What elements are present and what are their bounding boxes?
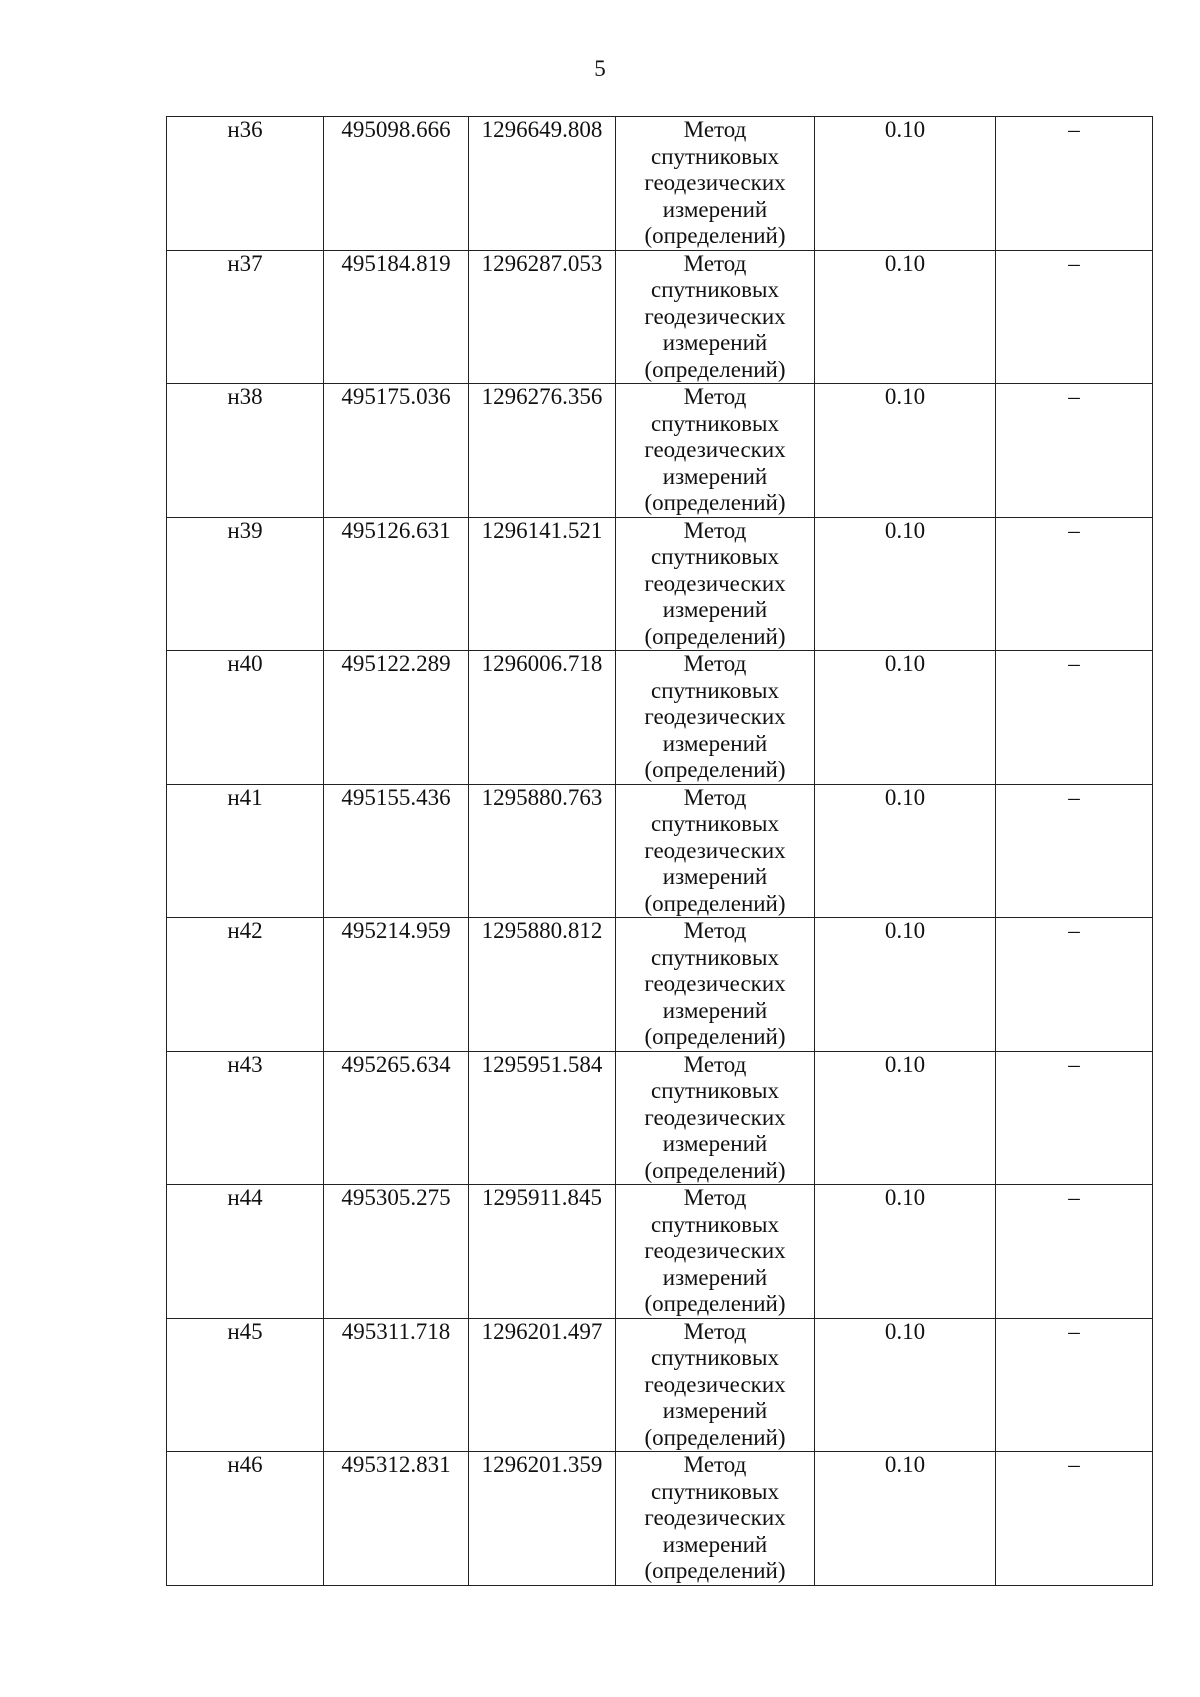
method-text-line: спутниковых [650,944,779,970]
method-text-line: геодезических [644,971,786,996]
x-coordinate-cell: 495312.831 [324,1452,469,1586]
point-name-cell: н44 [167,1185,324,1319]
point-name-cell: н46 [167,1452,324,1586]
method-text-line: Метод [683,651,747,676]
y-coordinate-cell: 1295880.812 [469,918,616,1052]
note-cell: – [996,117,1153,251]
note-cell: – [996,517,1153,651]
point-name-cell: н36 [167,117,324,251]
table-row [167,250,1153,384]
method-text-line: Метод [683,384,747,409]
x-coordinate-cell: 495214.959 [324,918,469,1052]
page-number: 5 [594,56,606,81]
point-name-cell: н37 [167,250,324,384]
method-text-line: геодезических [644,570,786,596]
point-name-cell: н41 [167,784,324,918]
x-coordinate-cell: 495265.634 [324,1051,469,1185]
method-cell [616,1051,815,1185]
table-row [167,1051,1153,1185]
method-text-line: (определений) [644,757,786,782]
method-cell [616,250,815,384]
table-row [167,918,1153,1052]
table-row [167,784,1153,918]
accuracy-cell: 0.10 [815,1051,996,1185]
table-row [167,117,1153,251]
method-text-line: измерений [662,730,768,756]
method-text-line: спутниковых [650,1211,779,1237]
method-text-line: измерений [662,997,768,1023]
note-cell: – [996,784,1153,918]
method-text-line: геодезических [644,1104,786,1130]
method-text-line: (определений) [644,623,786,649]
table-row [167,651,1153,785]
accuracy-cell: 0.10 [815,918,996,1052]
x-coordinate-cell: 495305.275 [324,1185,469,1319]
method-text-line: (определений) [644,223,786,248]
table-row [167,384,1153,518]
method-cell [616,784,815,918]
method-text-line: (определений) [644,1424,786,1450]
note-cell: – [996,250,1153,384]
method-text-line: Метод [683,918,747,943]
method-cell [616,1452,815,1586]
point-name-cell: н38 [167,384,324,518]
point-name-cell: н40 [167,651,324,785]
note-cell: – [996,1185,1153,1319]
y-coordinate-cell: 1295880.763 [469,784,616,918]
point-name-cell: н39 [167,517,324,651]
method-text-line: (определений) [644,356,786,382]
accuracy-cell: 0.10 [815,1318,996,1452]
method-cell [616,384,815,518]
accuracy-cell: 0.10 [815,250,996,384]
note-cell: – [996,651,1153,785]
method-text-line: измерений [662,463,768,489]
method-text-line: геодезических [644,170,786,195]
y-coordinate-cell: 1296201.359 [469,1452,616,1586]
y-coordinate-cell: 1295951.584 [469,1051,616,1185]
x-coordinate-cell: 495175.036 [324,384,469,518]
y-coordinate-cell: 1296649.808 [469,117,616,251]
method-text-line: спутниковых [650,677,779,703]
method-text-line: измерений [662,1131,768,1156]
method-text-line: (определений) [644,1291,786,1316]
method-cell [616,651,815,785]
accuracy-cell: 0.10 [815,784,996,918]
accuracy-cell: 0.10 [815,517,996,651]
method-text-line: Метод [683,1452,747,1477]
x-coordinate-cell: 495311.718 [324,1318,469,1452]
method-text-line: (определений) [644,1024,786,1049]
table-row [167,517,1153,651]
method-text-line: геодезических [644,1505,786,1530]
y-coordinate-cell: 1296006.718 [469,651,616,785]
method-text-line: спутниковых [650,544,779,569]
table-row [167,1318,1153,1452]
y-coordinate-cell: 1295911.845 [469,1185,616,1319]
method-text-line: спутниковых [650,811,779,836]
x-coordinate-cell: 495122.289 [324,651,469,785]
table-row [167,1452,1153,1586]
y-coordinate-cell: 1296141.521 [469,517,616,651]
y-coordinate-cell: 1296201.497 [469,1318,616,1452]
y-coordinate-cell: 1296287.053 [469,250,616,384]
method-text-line: измерений [662,1398,768,1423]
note-cell: – [996,1051,1153,1185]
method-cell [616,918,815,1052]
method-text-line: геодезических [644,303,786,329]
method-cell [616,1185,815,1319]
method-cell [616,117,815,251]
method-text-line: геодезических [644,837,786,863]
method-text-line: спутниковых [650,410,779,436]
accuracy-cell: 0.10 [815,384,996,518]
method-text-line: геодезических [644,1238,786,1263]
method-text-line: Метод [683,517,747,543]
method-cell [616,1318,815,1452]
x-coordinate-cell: 495098.666 [324,117,469,251]
method-text-line: измерений [662,1531,768,1557]
method-text-line: измерений [662,196,768,222]
method-text-line: спутниковых [650,1078,779,1103]
point-name-cell: н43 [167,1051,324,1185]
method-text-line: (определений) [644,1157,786,1183]
method-text-line: измерений [662,1264,768,1290]
method-text-line: спутниковых [650,143,779,169]
note-cell: – [996,1318,1153,1452]
coordinates-table [166,116,1153,1586]
point-name-cell: н42 [167,918,324,1052]
method-text-line: геодезических [644,437,786,462]
method-text-line: Метод [683,1051,747,1077]
accuracy-cell: 0.10 [815,117,996,251]
x-coordinate-cell: 495155.436 [324,784,469,918]
accuracy-cell: 0.10 [815,1452,996,1586]
accuracy-cell: 0.10 [815,651,996,785]
method-text-line: Метод [683,1318,747,1344]
x-coordinate-cell: 495184.819 [324,250,469,384]
note-cell: – [996,1452,1153,1586]
coordinates-table-body [167,117,1153,1586]
method-text-line: геодезических [644,1371,786,1397]
point-name-cell: н45 [167,1318,324,1452]
x-coordinate-cell: 495126.631 [324,517,469,651]
method-text-line: измерений [662,330,768,355]
y-coordinate-cell: 1296276.356 [469,384,616,518]
method-cell [616,517,815,651]
method-text-line: (определений) [644,1558,786,1583]
method-text-line: спутниковых [650,1345,779,1370]
method-text-line: (определений) [644,490,786,515]
method-text-line: спутниковых [650,277,779,302]
method-text-line: спутниковых [650,1478,779,1504]
note-cell: – [996,918,1153,1052]
accuracy-cell: 0.10 [815,1185,996,1319]
method-text-line: (определений) [644,890,786,916]
method-text-line: измерений [662,597,768,622]
method-text-line: Метод [683,117,747,142]
method-text-line: Метод [683,1185,747,1210]
method-text-line: измерений [662,864,768,889]
method-text-line: Метод [683,784,747,810]
table-row [167,1185,1153,1319]
note-cell: – [996,384,1153,518]
method-text-line: геодезических [644,704,786,729]
method-text-line: Метод [683,250,747,276]
